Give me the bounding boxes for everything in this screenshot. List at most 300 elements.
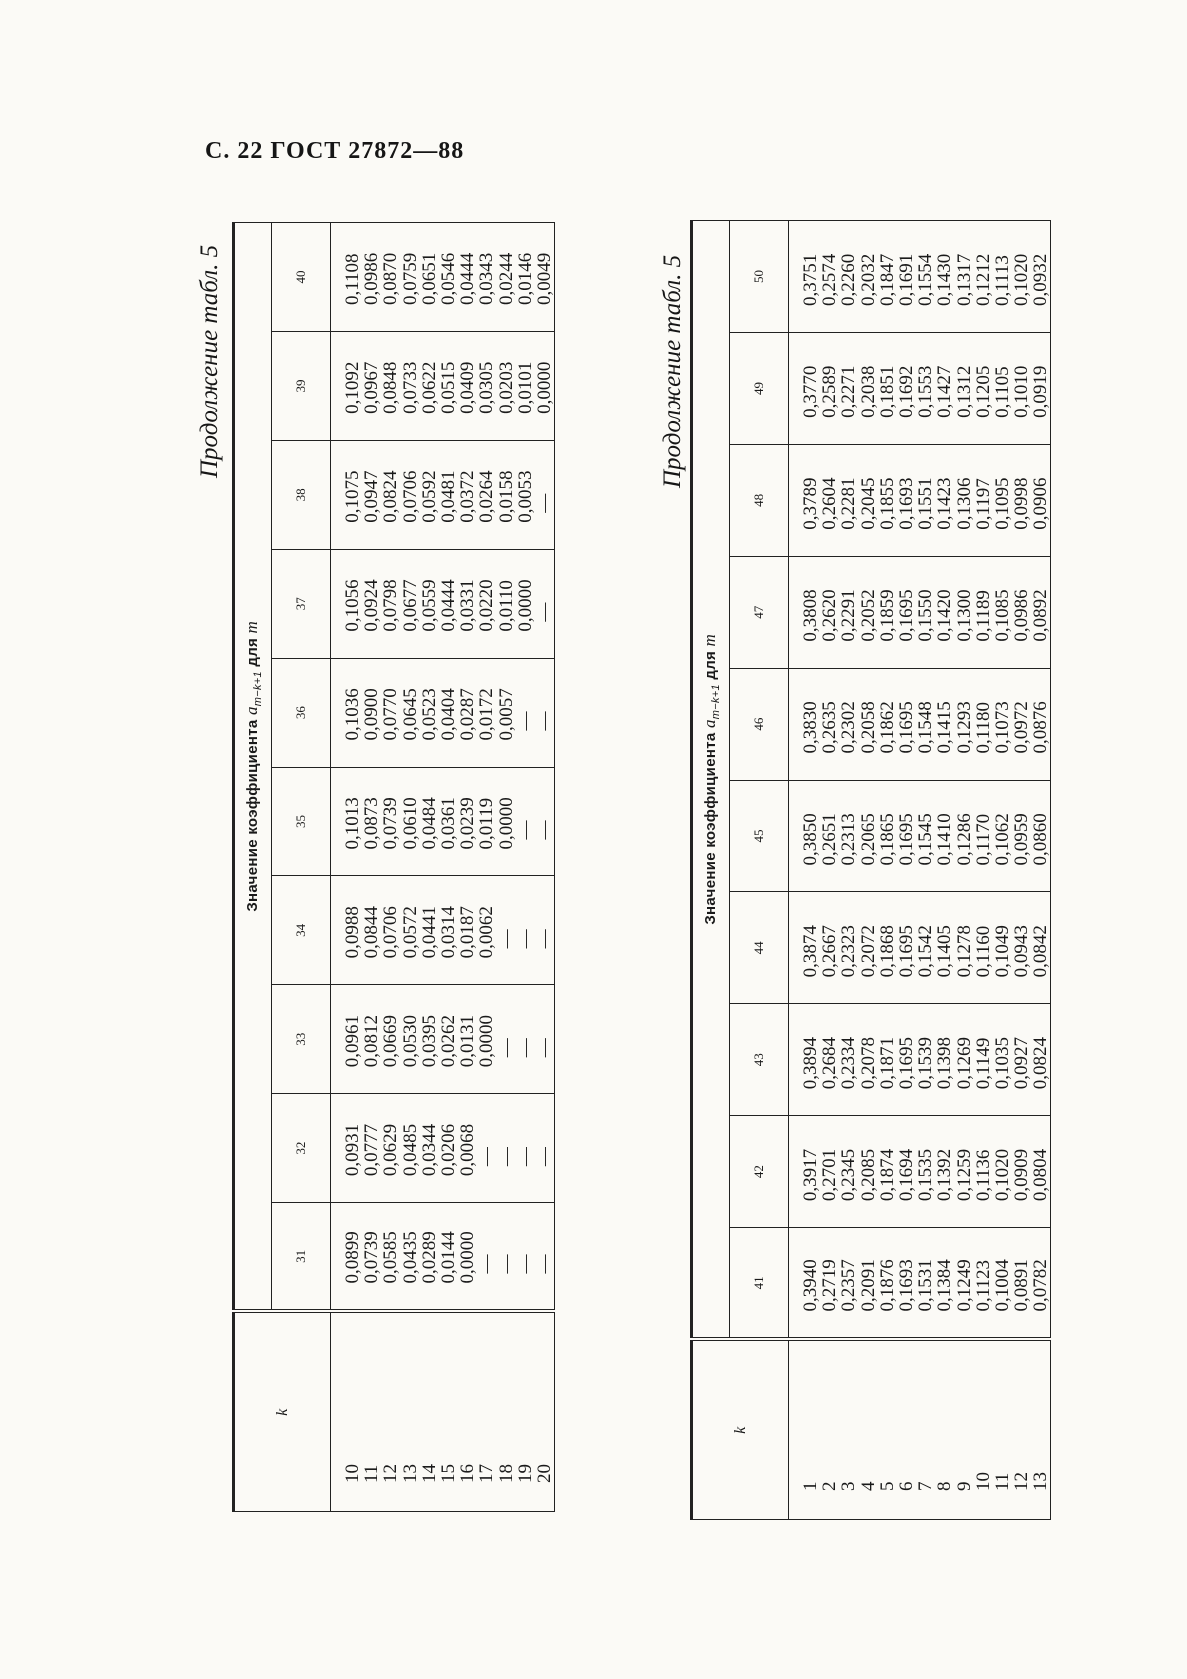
coefficient-value: 0,1695 [895,1036,917,1090]
coefficient-value: 0,0404 [437,688,459,741]
coefficient-value: 0,0239 [457,797,479,850]
coefficient-value: 0,1539 [915,1036,937,1090]
coefficient-value: 0,1113 [991,255,1013,306]
coefficient-value: 0,3917 [800,1148,821,1202]
coefficient-column-cell [331,549,555,658]
column-header-m: 49 [730,332,789,444]
k-value: 14 [418,1464,440,1483]
coefficient-value: — [533,1254,555,1274]
column-header-m: 36 [272,658,331,767]
heading-var: m [700,633,719,647]
coefficient-value: 0,0972 [1011,701,1033,754]
coefficient-value: 0,1550 [915,589,937,642]
coefficient-value: 0,0441 [418,906,440,959]
column-header-m: 43 [730,1004,789,1116]
coefficient-value: 0,0706 [380,906,402,959]
coefficient-value: 0,1542 [915,925,937,978]
coefficient-value: — [514,1038,536,1058]
coefficient-value: 0,1551 [915,477,937,530]
coefficient-value: 0,0523 [418,688,440,741]
coefficient-value: 0,1415 [934,701,956,754]
column-header-m: 47 [730,556,789,668]
coefficient-column-cell [789,668,1051,780]
coefficient-column-cell [331,331,555,440]
coefficient-value: 0,0927 [1011,1036,1033,1090]
coefficient-value: 0,1075 [342,470,363,523]
coefficient-value: 0,0610 [399,797,421,850]
coefficient-value: 0,0645 [399,688,421,741]
coefficient-value: 0,0203 [495,361,517,414]
column-header-m: 50 [730,221,789,333]
coefficient-value: 0,1189 [972,590,994,642]
k-value: 12 [380,1464,402,1483]
coefficient-value: 0,2052 [857,589,879,642]
coefficient-value: 0,0876 [1030,701,1052,754]
coefficient-value: 0,0812 [361,1014,383,1068]
heading-suffix: для [244,637,261,667]
coefficient-value: 0,0932 [1030,253,1052,306]
coefficient-value: 0,2313 [838,813,860,866]
coefficient-value: 0,0842 [1030,925,1052,978]
coefficient-value: 0,0515 [437,361,459,414]
coefficient-value: 0,1004 [991,1259,1013,1312]
column-header-m: 45 [730,780,789,892]
coefficient-value: 0,1123 [972,1259,994,1312]
coefficient-value: 0,0870 [380,252,402,305]
coefficient-value: 0,0305 [476,361,498,414]
column-header-m: 44 [730,892,789,1004]
k-value: 16 [457,1464,479,1483]
coefficient-value: 0,0592 [418,470,440,523]
coefficient-column-cell [789,1004,1051,1116]
coefficient-value: 0,2684 [819,1036,841,1090]
coefficient-value: 0,0677 [399,579,421,632]
k-value: 11 [361,1464,383,1483]
coefficient-value: 0,0706 [399,470,421,523]
coefficient-value: 0,0264 [476,470,498,523]
coefficient-value: 0,2038 [857,365,879,418]
coefficient-value: 0,3874 [800,925,821,978]
heading-text: Значение коэффициента [244,719,261,912]
coefficient-value: 0,0409 [457,361,479,414]
k-value: 15 [437,1464,459,1483]
coefficient-value: 0,0924 [361,579,383,632]
coefficient-value: 0,0739 [361,1231,383,1284]
coefficient-value: 0,0435 [399,1231,421,1284]
coefficient-value: 0,0314 [437,906,459,959]
coefficient-value: 0,0049 [533,252,555,305]
coefficient-value: — [514,1254,536,1274]
k-value: 9 [953,1481,975,1491]
coefficient-value: 0,0559 [418,579,440,632]
coefficient-value: 0,1694 [895,1148,917,1202]
coefficient-value: 0,1398 [934,1036,956,1090]
coefficient-value: — [495,1147,517,1167]
coefficient-value: 0,1317 [953,253,975,306]
coefficient-value: 0,0572 [399,906,421,959]
k-value: 18 [495,1464,517,1483]
k-value: 17 [476,1464,498,1483]
k-value: 19 [514,1464,536,1483]
coefficient-value: 0,0289 [418,1231,440,1284]
column-header-m: 48 [730,444,789,556]
coefficient-value: 0,1874 [876,1148,898,1202]
coefficient-value: 0,0146 [514,252,536,305]
coefficient-value: — [514,929,536,949]
coefficient-value: 0,0782 [1030,1259,1052,1312]
coefficient-value: 0,0798 [380,579,402,632]
column-header-m: 33 [272,985,331,1094]
coefficient-value: 0,1695 [895,701,917,754]
coefficient-value: 0,0919 [1030,365,1052,418]
coefficient-value: 0,1259 [953,1148,975,1202]
coefficient-value: 0,0959 [1011,813,1033,866]
coefficient-value: 0,0000 [533,361,555,414]
coefficient-value: 0,1170 [972,813,994,866]
coefficient-value: — [476,1147,498,1167]
coefficient-column-cell [789,556,1051,668]
coefficient-value: 0,2091 [857,1259,879,1312]
coefficient-value: 0,0739 [380,797,402,850]
column-header-m: 41 [730,1228,789,1340]
table-body-row [789,221,1051,1520]
heading-subscript: m−k+1 [252,671,264,707]
coefficient-value: 0,3751 [800,253,821,306]
coefficient-value: 0,0158 [495,470,517,523]
table-caption: Продолжение табл. 5 [659,254,686,488]
coefficient-value: 0,0481 [437,470,459,523]
coefficient-value: 0,0000 [495,797,517,850]
coefficient-value: 0,1249 [953,1259,975,1312]
coefficient-value: 0,2574 [819,253,841,306]
coefficient-value: 0,1855 [876,477,898,530]
coefficient-value: 0,1695 [895,925,917,978]
coefficient-value: 0,2589 [819,365,841,418]
coefficient-column-cell [789,892,1051,1004]
table-heading [692,221,730,1340]
coefficient-value: — [533,820,555,840]
coefficient-value: — [533,493,555,513]
coefficient-value: 0,3789 [800,477,821,530]
column-header-m: 32 [272,1094,331,1203]
coefficient-value: 0,0986 [361,252,383,305]
coefficient-value: 0,0206 [437,1123,459,1177]
coefficient-value: 0,2334 [838,1036,860,1090]
column-header-row [730,221,789,1520]
coefficient-value: 0,1306 [953,477,975,530]
coefficient-value: 0,1865 [876,813,898,866]
coefficient-value: 0,1062 [991,813,1013,866]
coefficient-value: 0,1073 [991,701,1013,754]
coefficient-value: 0,0444 [437,579,459,632]
coefficient-value: 0,0651 [418,252,440,305]
coefficient-value: 0,0344 [418,1123,440,1177]
coefficient-value: 0,0986 [1011,589,1033,642]
coefficient-value: 0,0824 [1030,1036,1052,1090]
coefficient-value: 0,0892 [1030,589,1052,642]
coefficient-value: 0,1035 [991,1036,1013,1090]
coefficient-value: 0,1085 [991,589,1013,642]
coefficient-value: 0,1105 [991,366,1013,418]
coefficient-value: — [476,1254,498,1274]
coefficient-value: 0,1197 [972,478,994,530]
coefficient-value: 0,1036 [342,688,363,741]
k-values-cell [331,1312,555,1512]
column-header-m: 37 [272,549,331,658]
coefficient-value: 0,2045 [857,477,879,530]
coefficient-value: 0,2072 [857,925,879,978]
coefficient-column-cell [789,444,1051,556]
coefficient-table-1 [232,222,555,1512]
coefficient-value: 0,0546 [437,252,459,305]
coefficient-value: 0,0530 [399,1014,421,1068]
coefficient-value: 0,0873 [361,797,383,850]
coefficient-value: — [514,1147,536,1167]
coefficient-value: 0,1692 [895,365,917,418]
column-header-m: 39 [272,331,331,440]
coefficient-value: 0,0585 [380,1231,402,1284]
k-value: 13 [1030,1472,1052,1491]
coefficient-value: 0,0101 [514,361,536,414]
coefficient-value: 0,0891 [1011,1259,1033,1312]
coefficient-value: 0,2065 [857,813,879,866]
data-table [690,220,1051,1520]
coefficient-value: 0,1535 [915,1148,937,1202]
coefficient-value: 0,2345 [838,1148,860,1202]
coefficient-value: 0,0287 [457,688,479,741]
coefficient-value: 0,1392 [934,1148,956,1202]
coefficient-value: 0,1300 [953,589,975,642]
coefficient-value: 0,2085 [857,1148,879,1202]
coefficient-value: 0,0629 [380,1123,402,1177]
coefficient-value: 0,2635 [819,701,841,754]
coefficient-value: — [514,820,536,840]
coefficient-value: 0,1695 [895,589,917,642]
coefficient-value: 0,0622 [418,361,440,414]
coefficient-column-cell [789,780,1051,892]
coefficient-value: 0,2719 [819,1259,841,1312]
k-value: 3 [838,1481,860,1491]
coefficient-value: 0,0000 [514,579,536,632]
coefficient-value: 0,0343 [476,252,498,305]
k-value: 7 [915,1481,937,1491]
coefficient-value: 0,2604 [819,477,841,530]
coefficient-column-cell [331,223,555,332]
coefficient-value: 0,1180 [972,702,994,754]
coefficient-value: 0,0000 [457,1231,479,1284]
coefficient-value: — [495,929,517,949]
page-header: С. 22 ГОСТ 27872—88 [205,138,465,164]
coefficient-value: 0,0848 [380,361,402,414]
coefficient-value: 0,0485 [399,1123,421,1177]
coefficient-value: 0,1205 [972,365,994,418]
coefficient-value: 0,2651 [819,813,841,866]
coefficient-column-cell [789,221,1051,333]
coefficient-value: 0,0144 [437,1231,459,1284]
heading-symbol: a [700,719,719,729]
coefficient-value: 0,2291 [838,589,860,642]
coefficient-value: — [533,929,555,949]
coefficient-value: 0,1420 [934,589,956,642]
coefficient-value: 0,0967 [361,361,383,414]
coefficient-value: 0,1020 [991,1148,1013,1202]
data-table [232,222,555,1512]
coefficient-value: — [514,711,536,731]
table-caption: Продолжение табл. 5 [196,244,223,478]
heading-subscript: m−k+1 [710,684,722,720]
coefficient-value: 0,0824 [380,470,402,523]
coefficient-value: 0,1862 [876,701,898,754]
coefficient-value: 0,0988 [342,906,363,959]
coefficient-value: 0,0899 [342,1231,363,1284]
k-value: 1 [800,1481,821,1491]
k-value: 10 [342,1464,363,1483]
coefficient-value: 0,1013 [342,797,363,850]
k-value: 4 [857,1481,879,1491]
k-value: 2 [819,1481,841,1491]
heading-symbol: a [242,706,261,716]
coefficient-value: 0,0372 [457,470,479,523]
coefficient-value: — [495,1254,517,1274]
coefficient-value: 0,1531 [915,1259,937,1312]
heading-suffix: для [702,650,719,680]
coefficient-column-cell [331,1203,555,1312]
column-header-m: 46 [730,668,789,780]
k-value: 6 [895,1481,917,1491]
column-header-m: 34 [272,876,331,985]
coefficient-value: 0,1410 [934,813,956,866]
column-header-m: 35 [272,767,331,876]
column-header-m: 40 [272,223,331,332]
coefficient-value: — [533,711,555,731]
coefficient-value: 0,1278 [953,925,975,978]
coefficient-value: 0,2302 [838,701,860,754]
coefficient-value: — [533,1147,555,1167]
coefficient-value: 0,0444 [457,252,479,305]
coefficient-value: 0,2058 [857,701,879,754]
coefficient-value: 0,1847 [876,253,898,306]
coefficient-value: 0,1554 [915,253,937,306]
coefficient-value: 0,1010 [1011,365,1033,418]
coefficient-value: 0,0244 [495,252,517,305]
coefficient-value: 0,2271 [838,365,860,418]
coefficient-value: 0,0998 [1011,477,1033,530]
coefficient-value: 0,1693 [895,477,917,530]
coefficient-value: 0,0131 [457,1014,479,1068]
coefficient-value: — [533,1038,555,1058]
coefficient-value: 0,1851 [876,365,898,418]
coefficient-value: 0,2620 [819,589,841,642]
coefficient-value: 0,0057 [495,688,517,741]
coefficient-value: 0,0947 [361,470,383,523]
k-value: 13 [399,1464,421,1483]
coefficient-value: 0,1056 [342,579,363,632]
coefficient-column-cell [789,1116,1051,1228]
coefficient-value: 0,1092 [342,361,363,414]
coefficient-value: 0,0262 [437,1014,459,1068]
coefficient-value: 0,1136 [972,1149,994,1202]
coefficient-value: 0,0943 [1011,925,1033,978]
coefficient-value: 0,0844 [361,906,383,959]
coefficient-value: 0,0484 [418,797,440,850]
heading-var: m [242,620,261,634]
coefficient-value: 0,1545 [915,813,937,866]
coefficient-value: 0,1868 [876,925,898,978]
column-header-m: 42 [730,1116,789,1228]
coefficient-value: 0,0062 [476,906,498,959]
coefficient-value: 0,2357 [838,1259,860,1312]
coefficient-value: 0,1693 [895,1259,917,1312]
coefficient-value: 0,1095 [991,477,1013,530]
k-value: 10 [972,1472,994,1491]
coefficient-value: 0,1020 [1011,253,1033,306]
coefficient-value: 0,2260 [838,253,860,306]
column-header-m: 38 [272,440,331,549]
coefficient-value: 0,1269 [953,1036,975,1090]
k-value: 20 [533,1464,555,1483]
coefficient-value: 0,1049 [991,925,1013,978]
coefficient-column-cell [331,985,555,1094]
coefficient-value: 0,3830 [800,701,821,754]
coefficient-value: 0,0110 [495,580,517,632]
k-column-header: k [692,1340,789,1520]
coefficient-value: 0,1691 [895,253,917,306]
coefficient-value: 0,1871 [876,1036,898,1090]
coefficient-value: 0,1405 [934,925,956,978]
column-header-m: 31 [272,1203,331,1312]
coefficient-value: 0,1430 [934,253,956,306]
k-value: 8 [934,1481,956,1491]
coefficient-value: 0,1108 [342,253,363,305]
coefficient-value: 0,1384 [934,1259,956,1312]
coefficient-value: 0,0909 [1011,1148,1033,1202]
k-values-cell [789,1340,1051,1520]
coefficient-column-cell [331,658,555,767]
coefficient-value: 0,0770 [380,688,402,741]
table-heading [234,223,272,1312]
coefficient-value: 0,1286 [953,813,975,866]
coefficient-value: 0,0220 [476,579,498,632]
coefficient-table-2 [690,220,1051,1520]
coefficient-value: 0,0119 [476,797,498,850]
coefficient-value: 0,3770 [800,365,821,418]
coefficient-value: 0,1160 [972,925,994,978]
coefficient-value: 0,0395 [418,1014,440,1068]
coefficient-column-cell [789,332,1051,444]
coefficient-value: 0,1293 [953,701,975,754]
coefficient-column-cell [789,1228,1051,1340]
coefficient-value: 0,0187 [457,906,479,959]
coefficient-value: 0,0777 [361,1123,383,1177]
coefficient-value: 0,1427 [934,365,956,418]
coefficient-value: 0,1312 [953,365,975,418]
coefficient-value: 0,3850 [800,813,821,866]
coefficient-value: 0,0669 [380,1014,402,1068]
coefficient-value: 0,3808 [800,589,821,642]
coefficient-value: 0,0172 [476,688,498,741]
coefficient-value: 0,1695 [895,813,917,866]
k-value: 11 [991,1472,1013,1491]
table-body-row [331,223,555,1512]
coefficient-value: 0,0900 [361,688,383,741]
coefficient-column-cell [331,1094,555,1203]
coefficient-value: 0,1212 [972,253,994,306]
coefficient-value: 0,0733 [399,361,421,414]
coefficient-value: 0,2281 [838,477,860,530]
coefficient-value: 0,0331 [457,579,479,632]
coefficient-column-cell [331,767,555,876]
heading-text: Значение коэффициента [702,732,719,925]
